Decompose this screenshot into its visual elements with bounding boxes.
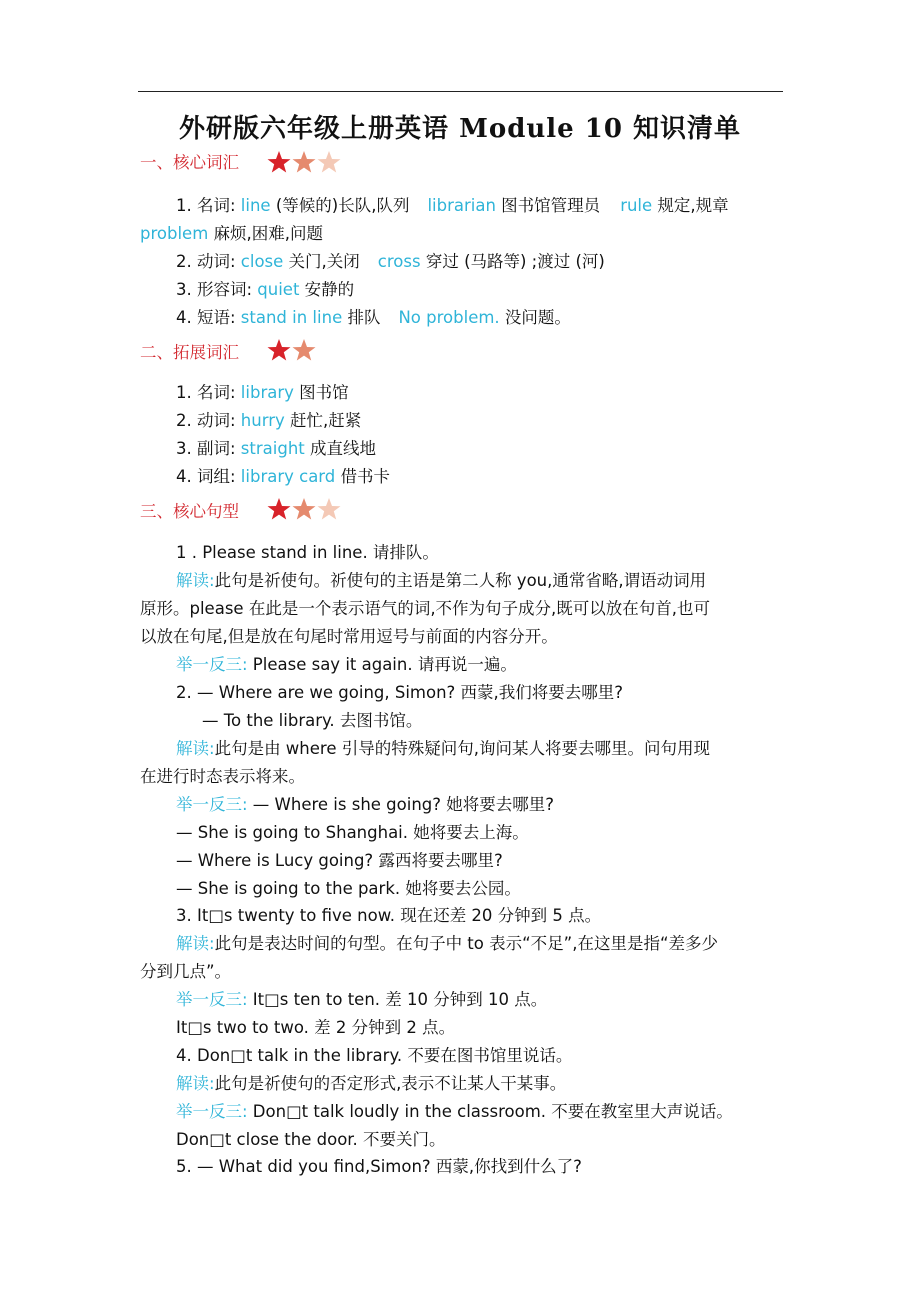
- sentence-2-example: 举一反三: — Where is she going? 她将要去哪里?: [176, 795, 555, 814]
- rating-stars-icon: [267, 497, 345, 521]
- rating-stars-icon: [267, 150, 345, 174]
- sentence-3-explain-cont: 分到几点”。: [140, 962, 232, 981]
- star-light-icon: [318, 498, 341, 520]
- sentence-4-explain: 解读:此句是祈使句的否定形式,表示不让某人干某事。: [176, 1074, 567, 1093]
- sentence-2-answer: — To the library. 去图书馆。: [202, 711, 423, 730]
- rating-stars-icon: [267, 338, 319, 362]
- section-heading-core-sentences: 三、核心句型: [140, 502, 239, 521]
- sentence-2-explain-cont: 在进行时态表示将来。: [140, 767, 305, 786]
- star-light-icon: [318, 151, 341, 173]
- sentence-1-explain: 解读:此句是祈使句。祈使句的主语是第二人称 you,通常省略,谓语动词用: [176, 571, 707, 590]
- sentence-3-example-line: It□s two to two. 差 2 分钟到 2 点。: [176, 1018, 456, 1037]
- sentence-3: 3. It□s twenty to five now. 现在还差 20 分钟到 5 点。: [176, 906, 602, 925]
- vocab-item-nouns-cont: problem 麻烦,困难,问题: [140, 224, 324, 243]
- vocab-item-adjectives: 3. 形容词: quiet 安静的: [176, 280, 355, 299]
- top-divider: [138, 91, 783, 92]
- sentence-1-explain-cont: 原形。please 在此是一个表示语气的词,不作为句子成分,既可以放在句首,也可: [140, 599, 711, 618]
- vocab-item-verbs: 2. 动词: close 关门,关闭 cross 穿过 (马路等) ;渡过 (河): [176, 252, 605, 271]
- star-mid-icon: [293, 339, 316, 361]
- ext-item-adverb: 3. 副词: straight 成直线地: [176, 439, 376, 458]
- sentence-4: 4. Don□t talk in the library. 不要在图书馆里说话。: [176, 1046, 573, 1065]
- sentence-2-explain: 解读:此句是由 where 引导的特殊疑问句,询问某人将要去哪里。问句用现: [176, 739, 710, 758]
- ext-item-noun: 1. 名词: library 图书馆: [176, 383, 349, 402]
- vocab-item-phrases: 4. 短语: stand in line 排队 No problem. 没问题。: [176, 308, 571, 327]
- ext-item-verb: 2. 动词: hurry 赶忙,赶紧: [176, 411, 362, 430]
- sentence-1: 1 . Please stand in line. 请排队。: [176, 543, 439, 562]
- star-full-icon: [268, 498, 291, 520]
- section-heading-ext-vocab: 二、拓展词汇: [140, 343, 239, 362]
- sentence-2-example-line: — She is going to the park. 她将要去公园。: [176, 879, 521, 898]
- sentence-4-example: 举一反三: Don□t talk loudly in the classroom. 不要在教室里大声说话。: [176, 1102, 733, 1121]
- sentence-3-example: 举一反三: It□s ten to ten. 差 10 分钟到 10 点。: [176, 990, 548, 1009]
- sentence-5: 5. — What did you find,Simon? 西蒙,你找到什么了?: [176, 1157, 582, 1176]
- ext-item-phrase: 4. 词组: library card 借书卡: [176, 467, 391, 486]
- sentence-4-example-line: Don□t close the door. 不要关门。: [176, 1130, 446, 1149]
- sentence-2-example-line: — Where is Lucy going? 露西将要去哪里?: [176, 851, 503, 870]
- sentence-2: 2. — Where are we going, Simon? 西蒙,我们将要去哪里?: [176, 683, 624, 702]
- sentence-1-explain-cont: 以放在句尾,但是放在句尾时常用逗号与前面的内容分开。: [140, 627, 558, 646]
- star-full-icon: [268, 339, 291, 361]
- vocab-item-nouns: 1. 名词: line (等候的)长队,队列 librarian 图书馆管理员 rule 规定,规章: [176, 196, 729, 215]
- sentence-3-explain: 解读:此句是表达时间的句型。在句子中 to 表示“不足”,在这里是指“差多少: [176, 934, 719, 953]
- sentence-2-example-line: — She is going to Shanghai. 她将要去上海。: [176, 823, 529, 842]
- page-title: 外研版六年级上册英语 Module 10 知识清单: [179, 114, 741, 144]
- star-mid-icon: [293, 151, 316, 173]
- section-heading-core-vocab: 一、核心词汇: [140, 153, 239, 172]
- star-mid-icon: [293, 498, 316, 520]
- sentence-1-example: 举一反三: Please say it again. 请再说一遍。: [176, 655, 517, 674]
- star-full-icon: [268, 151, 291, 173]
